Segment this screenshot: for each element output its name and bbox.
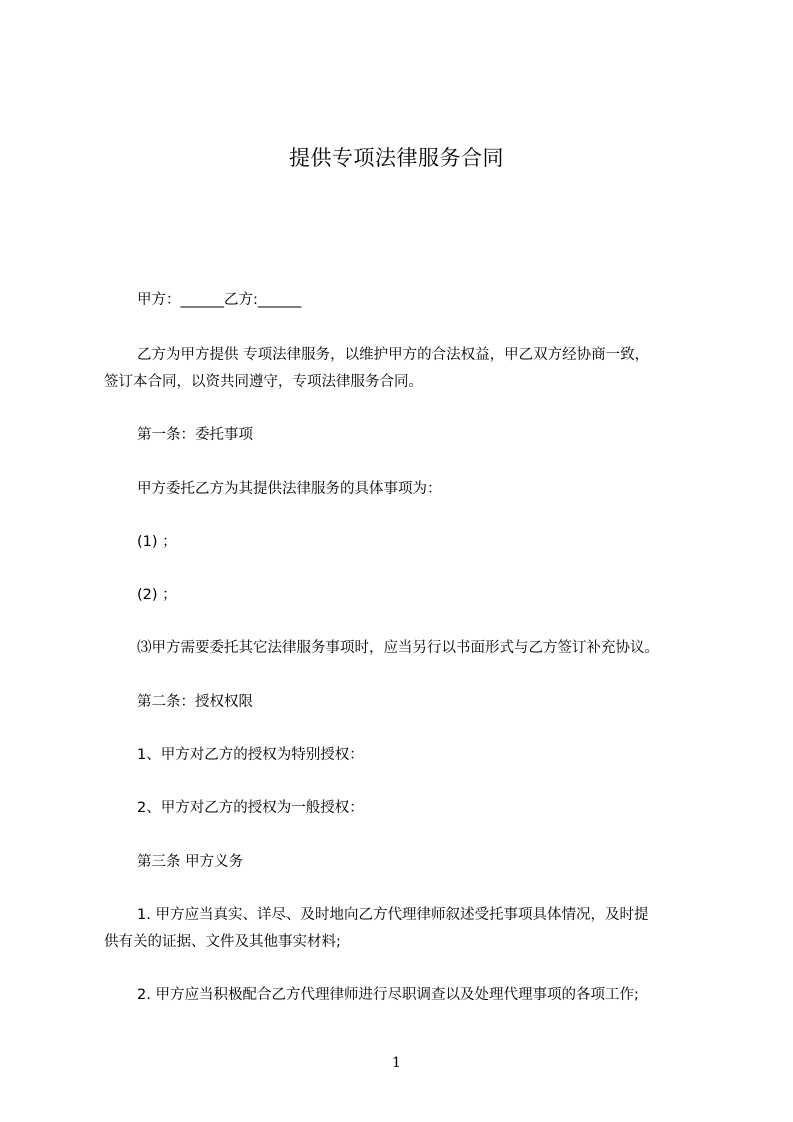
article-1-item-2: (2) ； [137,587,177,603]
article-2-item-2: 2、甲方对乙方的授权为一般授权： [137,800,364,816]
intro-line-1: 乙方为甲方提供 专项法律服务，以维护甲方的合法权益，甲乙双方经协商一致， [137,347,650,363]
page-number: 1 [392,1055,401,1071]
article-1-item-3: ⑶甲方需要委托其它法律服务事项时，应当另行以书面形式与乙方签订补充协议。 [137,640,659,656]
article-2-heading: 第二条：授权权限 [137,694,253,710]
article-2-item-1: 1、甲方对乙方的授权为特别授权： [137,747,364,763]
intro-line-2: 签订本合同，以资共同遵守，专项法律服务合同。 [104,374,423,390]
article-1-item-1: (1) ； [137,534,177,550]
parties-line: 甲方：______乙方:______ [137,292,302,308]
article-3-item-2: 2. 甲方应当积极配合乙方代理律师进行尽职调查以及处理代理事项的各项工作; [137,987,639,1003]
article-3-heading: 第三条 甲方义务 [137,854,244,870]
article-3-item-1-line-2: 供有关的证据、文件及其他事实材料; [104,934,341,950]
document-title: 提供专项法律服务合同 [289,146,504,170]
article-3-item-1-line-1: 1. 甲方应当真实、详尽、及时地向乙方代理律师叙述受托事项具体情况，及时提 [137,907,649,923]
article-1-heading: 第一条：委托事项 [137,427,253,443]
article-1-lead: 甲方委托乙方为其提供法律服务的具体事项为： [137,481,442,497]
